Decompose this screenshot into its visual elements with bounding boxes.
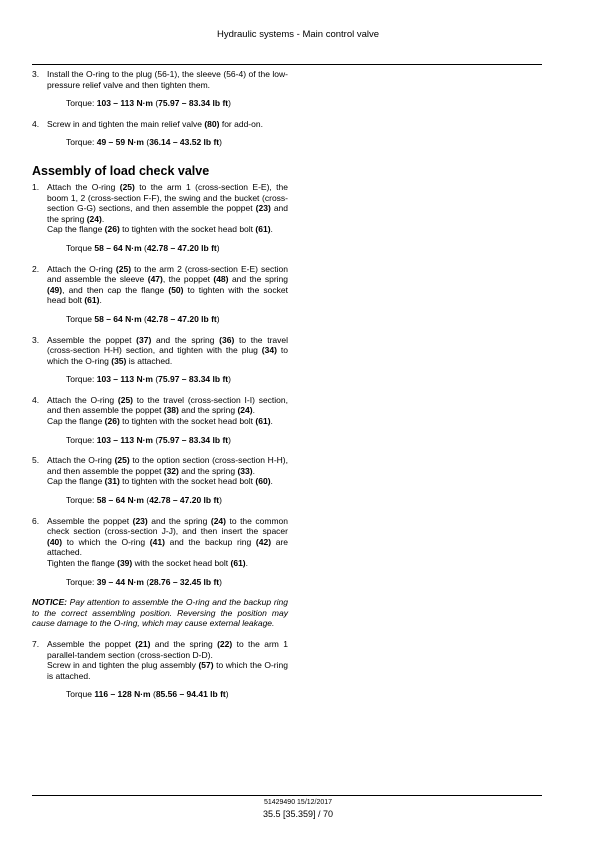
step-number: 3. bbox=[32, 334, 40, 345]
step-number: 2. bbox=[32, 263, 40, 274]
notice-text: NOTICE: Pay attention to assemble the O-ring and the backup ring to the correct assembling position. Reversing the position may cause damage to the O-ring, which may cause external leakage. bbox=[32, 597, 288, 629]
torque-spec: Torque 58 – 64 N·m (42.78 – 47.20 lb ft) bbox=[66, 313, 220, 324]
torque-spec: Torque: 49 – 59 N·m (36.14 – 43.52 lb ft) bbox=[66, 137, 222, 148]
step-text: Assemble the poppet (23) and the spring (24) to the common check section (cross-section J-J), and then insert the spacer (40) to which the O-ring (41) and the backup ring (42) are attached. Tighten the flange (39) with the socket head bolt (61). bbox=[47, 515, 289, 568]
step-number: 6. bbox=[32, 515, 40, 526]
torque-spec: Torque 116 – 128 N·m (85.56 – 94.41 lb ft) bbox=[66, 689, 229, 700]
page-header-title: Hydraulic systems - Main control valve bbox=[216, 29, 380, 40]
step-text: Attach the O-ring (25) to the arm 2 (cross-section E-E) section and assemble the sleeve (47), the poppet (48) and the spring (49), and then cap the flange (50) to tighten with the socket head bolt (61). bbox=[47, 263, 289, 306]
step-text: Attach the O-ring (25) to the arm 1 (cross-section E-E), the boom 1, 2 (cross-section F-F), the swing and the bucket (cross-section G-G) sections, and then assemble the poppet (23) and the spring (24). Cap the flange (26) to tighten with the socket head bolt (61). bbox=[47, 181, 289, 235]
step-text: Assemble the poppet (21) and the spring (22) to the arm 1 parallel-tandem section (cross-section D-D). Screw in and tighten the plug assembly (57) to which the O-ring is attached. bbox=[47, 638, 288, 681]
list-item bbox=[32, 182, 288, 235]
list-item bbox=[32, 119, 288, 130]
list-item bbox=[32, 264, 288, 306]
torque-spec: Torque: 103 – 113 N·m (75.97 – 83.34 lb ft) bbox=[66, 374, 231, 385]
step-text: Install the O-ring to the plug (56-1), the sleeve (56-4) of the low-pressure relief valve and then tighten them. bbox=[47, 69, 288, 90]
step-text: Screw in and tighten the main relief valve (80) for add-on. bbox=[47, 118, 263, 129]
step-number: 7. bbox=[32, 638, 40, 649]
step-text: Attach the O-ring (25) to the travel (cross-section I-I) section, and then assemble the poppet (38) and the spring (24). Cap the flange (26) to tighten with the socket head bolt (61). bbox=[47, 394, 288, 427]
torque-spec: Torque: 58 – 64 N·m (42.78 – 47.20 lb ft) bbox=[66, 495, 222, 506]
footer-doc-id: 51429490 15/12/2017 bbox=[263, 799, 333, 806]
step-number: 4. bbox=[32, 118, 40, 129]
torque-spec: Torque 58 – 64 N·m (42.78 – 47.20 lb ft) bbox=[66, 242, 220, 253]
step-number: 1. bbox=[32, 181, 40, 192]
section-title: Assembly of load check valve bbox=[32, 163, 210, 178]
list-item bbox=[32, 639, 288, 681]
torque-spec: Torque: 103 – 113 N·m (75.97 – 83.34 lb ft) bbox=[66, 98, 231, 109]
list-item bbox=[32, 395, 288, 427]
step-number: 3. bbox=[32, 69, 40, 79]
main-content bbox=[32, 69, 288, 710]
torque-spec: Torque: 39 – 44 N·m (28.76 – 32.45 lb ft) bbox=[66, 576, 222, 587]
header-divider bbox=[32, 64, 542, 65]
torque-spec: Torque: 103 – 113 N·m (75.97 – 83.34 lb ft) bbox=[66, 434, 231, 445]
footer-page-number: 35.5 [35.359] / 70 bbox=[262, 809, 334, 819]
step-number: 4. bbox=[32, 394, 40, 405]
list-item bbox=[32, 516, 288, 569]
footer-divider bbox=[32, 795, 542, 796]
list-item bbox=[32, 455, 288, 487]
step-text: Attach the O-ring (25) to the option section (cross-section H-H), and then assemble the poppet (32) and the spring (33). Cap the flange (31) to tighten with the socket head bolt (60). bbox=[47, 455, 288, 487]
list-item bbox=[32, 69, 288, 90]
step-text: Assemble the poppet (37) and the spring (36) to the travel (cross-section H-H) section, and tighten with the plug (34) to which the O-ring (35) is attached. bbox=[47, 334, 289, 366]
step-number: 5. bbox=[32, 455, 40, 466]
list-item bbox=[32, 335, 288, 367]
